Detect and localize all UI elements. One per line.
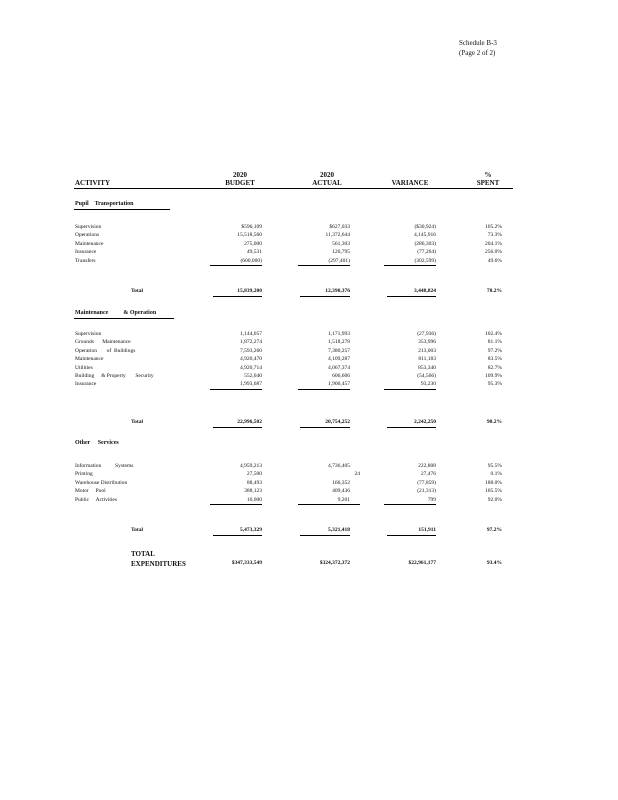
row-label: Transfers	[75, 257, 96, 264]
actual-cell: $627,033	[329, 224, 350, 230]
spent-cell: 188.0%	[485, 479, 502, 486]
column-header-budget	[210, 171, 270, 187]
actual-label: ACTUAL	[312, 179, 342, 187]
grand-total-spent: 93.4%	[486, 560, 502, 566]
budget-cell: 27,500	[246, 471, 262, 478]
total-underline	[300, 296, 350, 297]
actual-cell: 11,372,644	[325, 232, 350, 239]
budget-cell: 49,531	[246, 249, 262, 256]
section-total-label: Total	[131, 288, 144, 294]
actual-cell: 166,352	[332, 479, 350, 486]
schedule-reference	[459, 38, 497, 58]
actual-cell: 1,518,278	[328, 339, 350, 346]
row-label: Maintenance	[75, 240, 104, 247]
actual-cell: 409,436	[332, 488, 350, 495]
total-underline	[387, 427, 436, 428]
actual-cell: 1,900,457	[298, 380, 350, 389]
section-rule	[74, 209, 170, 210]
total-underline	[213, 296, 262, 297]
actual-cell: (297,401)	[298, 257, 350, 266]
spent-column	[470, 223, 502, 265]
total-budget: 22,996,502	[237, 419, 262, 425]
row-label: Motor Pool	[75, 488, 106, 495]
variance-column	[384, 223, 436, 266]
grand-total-label-line2: EXPENDITURES	[131, 560, 186, 568]
row-label: Insurance	[75, 249, 97, 256]
actual-cell: 4,736,405	[328, 463, 350, 469]
spent-column	[470, 462, 502, 504]
grand-total-variance: $22,961,177	[408, 560, 436, 566]
total-variance: 3,448,824	[414, 288, 436, 294]
spent-cell: 0.1%	[490, 471, 502, 478]
total-underline	[300, 427, 350, 428]
budget-cell: 275,000	[244, 240, 262, 247]
spent-cell: 109.9%	[485, 373, 502, 380]
row-label: Supervision	[75, 331, 102, 337]
section-rule	[74, 318, 174, 319]
budget-cell: 1,144,057	[240, 331, 262, 337]
total-underline	[213, 535, 262, 536]
budget-year: 2020	[233, 171, 247, 179]
spent-cell: 73.3%	[487, 232, 502, 239]
row-label: Warehouse Distribution	[75, 479, 128, 486]
row-label: Maintenance	[75, 356, 104, 363]
variance-cell: 27,476	[420, 471, 436, 478]
total-spent: 97.2%	[486, 527, 502, 533]
total-actual: 5,321,418	[328, 527, 350, 533]
actual-cell: 9,201	[298, 496, 360, 505]
total-budget: 5,473,329	[240, 527, 262, 533]
row-label: Information Systems	[75, 463, 134, 469]
budget-cell: 15,518,560	[237, 232, 262, 239]
budget-cell: 552,040	[244, 373, 262, 380]
actual-year: 2020	[320, 171, 334, 179]
section-labels	[75, 462, 225, 504]
actual-cell: 4,109,287	[328, 356, 350, 363]
budget-column	[210, 330, 262, 390]
column-header-activity: ACTIVITY	[75, 179, 111, 187]
total-variance: 2,242,250	[414, 419, 436, 425]
page-indicator: (Page 2 of 2)	[459, 49, 496, 57]
variance-cell: 853,340	[418, 364, 436, 371]
budget-cell: 388,123	[244, 488, 262, 495]
actual-column	[298, 223, 350, 266]
total-budget: 15,839,200	[237, 288, 262, 294]
spent-cell: 82.7%	[487, 364, 502, 371]
variance-cell: 93,230	[384, 380, 436, 389]
grand-total-label	[131, 549, 186, 569]
section-total-label: Total	[131, 419, 144, 425]
section-total-label: Total	[131, 527, 144, 533]
section-title-maintenance-operation: Maintenance & Operation	[75, 310, 157, 316]
total-actual: 20,754,252	[325, 419, 350, 425]
spent-cell: 256.0%	[485, 249, 502, 256]
schedule-id: Schedule B-3	[459, 39, 497, 47]
total-underline	[300, 535, 350, 536]
total-underline	[387, 296, 436, 297]
spent-cell: 83.5%	[487, 356, 502, 363]
spent-cell: 92.0%	[487, 496, 502, 503]
total-actual: 12,390,376	[325, 288, 350, 294]
budget-cell: (600,000)	[210, 257, 262, 266]
variance-column	[384, 330, 436, 390]
row-label: Printing	[75, 471, 93, 478]
row-label: Utilities	[75, 364, 93, 371]
actual-cell: 7,380,257	[328, 347, 350, 354]
spent-cell: 204.1%	[485, 240, 502, 247]
total-variance: 151,911	[418, 527, 436, 533]
total-spent: 90.2%	[486, 419, 502, 425]
header-rule	[74, 188, 513, 189]
variance-cell: 4,145,916	[414, 232, 436, 239]
variance-cell: (27,936)	[417, 331, 436, 337]
row-label: Operations	[75, 232, 100, 239]
variance-cell: 222,808	[418, 463, 436, 469]
spent-cell: 81.1%	[487, 339, 502, 346]
budget-cell: 7,593,260	[240, 347, 262, 354]
spent-cell: 95.5%	[487, 463, 502, 469]
column-header-variance: VARIANCE	[391, 179, 429, 187]
variance-column	[384, 462, 436, 505]
variance-cell: (54,566)	[417, 373, 436, 380]
column-header-spent	[463, 171, 513, 187]
spent-cell: 95.3%	[487, 381, 502, 388]
budget-cell: 4,920,470	[240, 356, 262, 363]
spent-cell: 49.6%	[487, 257, 502, 264]
actual-cell: 24	[354, 471, 360, 478]
variance-cell: (77,264)	[417, 249, 436, 256]
budget-cell: $596,109	[241, 224, 262, 230]
spent-label: SPENT	[476, 179, 500, 187]
actual-cell: 126,795	[332, 249, 350, 256]
budget-column	[210, 462, 262, 505]
spent-pct: %	[484, 171, 492, 179]
row-label: Supervision	[75, 224, 102, 230]
grand-total-label-line1: TOTAL	[131, 550, 155, 558]
variance-cell: (77,859)	[417, 479, 436, 486]
actual-cell: 4,067,374	[328, 364, 350, 371]
row-label: Building & Property Security	[75, 373, 154, 380]
variance-cell: 799	[384, 496, 436, 505]
grand-total-actual: $324,372,372	[319, 560, 350, 566]
actual-cell: 1,171,993	[328, 331, 350, 337]
budget-cell: 10,000	[210, 496, 262, 505]
budget-cell: 88,493	[246, 479, 262, 486]
total-spent: 78.2%	[486, 288, 502, 294]
total-underline	[387, 535, 436, 536]
section-labels	[75, 223, 225, 265]
budget-cell: 1,872,274	[240, 339, 262, 346]
section-title-pupil-transportation: Pupil Transportation	[75, 201, 134, 207]
variance-cell: 213,003	[418, 347, 436, 354]
row-label: Grounds Maintenance	[75, 339, 131, 346]
row-label: Operation of Buildings	[75, 347, 136, 354]
actual-cell: 561,303	[332, 240, 350, 247]
total-underline	[213, 427, 262, 428]
grand-total-budget: $347,333,549	[231, 560, 262, 566]
row-label: Public Activities	[75, 496, 118, 503]
budget-column	[210, 223, 262, 266]
row-label: Insurance	[75, 381, 97, 388]
budget-cell: 4,920,714	[240, 364, 262, 371]
actual-cell: 606,606	[332, 373, 350, 380]
spent-cell: 105.5%	[485, 488, 502, 495]
spent-cell: 105.2%	[485, 224, 502, 230]
variance-cell: 353,996	[418, 339, 436, 346]
variance-cell: ($30,924)	[414, 224, 436, 230]
actual-column	[298, 330, 350, 390]
budget-cell: 1,993,687	[210, 380, 262, 389]
section-labels	[75, 330, 225, 389]
variance-cell: 811,183	[418, 356, 436, 363]
budget-label: BUDGET	[225, 179, 255, 187]
variance-cell: (302,599)	[384, 257, 436, 266]
column-header-actual	[297, 171, 357, 187]
spent-column	[470, 330, 502, 389]
spent-cell: 102.4%	[485, 331, 502, 337]
section-title-other-services: Other Services	[75, 440, 119, 446]
actual-column	[298, 462, 360, 505]
spent-cell: 97.2%	[487, 347, 502, 354]
variance-cell: (21,313)	[417, 488, 436, 495]
budget-cell: 4,959,213	[240, 463, 262, 469]
variance-cell: (286,303)	[414, 240, 436, 247]
